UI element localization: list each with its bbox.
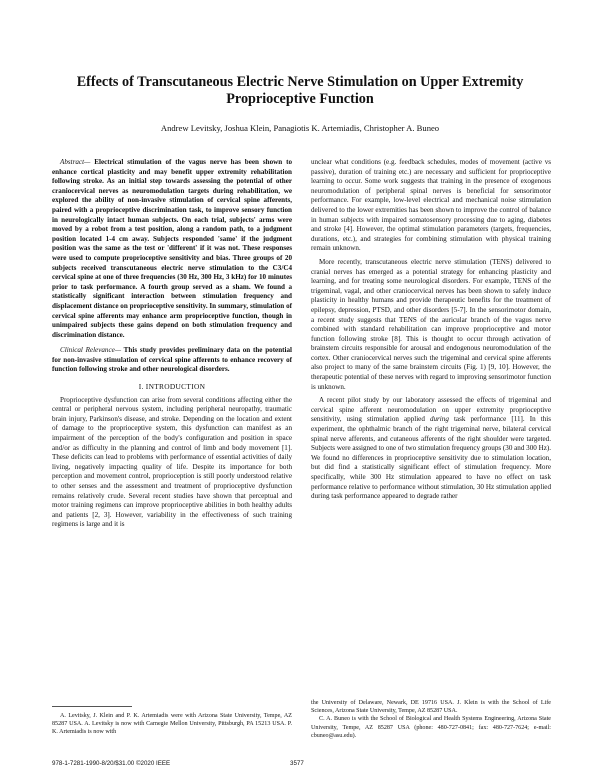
relevance-text: This study provides preliminary data on the potential for non-invasive stimulation of cervical spine afferents to enhance recovery of function following stroke and other neurological disorders. [52,346,292,374]
paper-title: Effects of Transcutaneous Electric Nerve Stimulation on Upper Extremity Proprioceptive Function [76,74,524,107]
clinical-relevance [52,346,292,375]
intro-paragraph-1: Proprioceptive dysfunction can arise from several conditions affecting either the central or peripheral nervous system, including peripheral neuropathy, traumatic brain injury, Parkinson's disease, and stroke. Depending on the location and extent of damage to the proprioceptive system, this dysfunction can manifest as an impairment of the perception of the body's configuration and position in space and/or as difficulty in the planning and control of limb and body movement [1]. These deficits can lead to problems with performance of essential activities of daily living, negatively impacting quality of life. Despite its importance for both perception and movement control, proprioception is still poorly understood relative to other senses and the assessment and treatment of proprioceptive dysfunction remains relatively crude. Several recent studies have shown that perceptual and motor training regimens can improve proprioceptive abilities in both healthy adults and patients [2, 3]. However, variability in the effectiveness of such training regimens is large and it is [52,395,292,529]
p3-part-b: task performance [11]. In this experiment, the ophthalmic branch of the right trigeminal nerve, bilateral cervical spinal nerve afferents, and cutaneous afferents of the right shoulder were targeted. Subjects were assigned to one of two stimulation frequency groups (30 and 300 Hz). We found no differences in proprioceptive sensitivity due to stimulation location, but did find a statistically significant effect of stimulation frequency. More specifically, while 300 Hz stimulation appeared to have no effect on task performance relative to performance without stimulation, 30 Hz stimulation applied during task performance appeared to degrade rather [311,415,551,501]
abstract-text: Electrical stimulation of the vagus nerve has been shown to enhance cortical plasticity and may benefit upper extremity rehabilitation following stroke. As an initial step towards assessing the potential of other craniocervical nerves as neuromodulation targets during rehabilitation, we explored the ability of non-invasive stimulation of cervical spine afferents, paired with a proprioceptive discrimination task, to improve sensory function in neurologically intact human subjects. On each trial, subjects' arms were moved by a robot from a test position, along a random path, to a judgment position located 1-4 cm away. Subjects responded 'same' if the judgment position was the same as the test or 'different' if it was not. These responses were used to compute proprioceptive sensitivity and bias. Three groups of 20 subjects received transcutaneous electric nerve stimulation to the C3/C4 cervical spine at one of three frequencies (30 Hz, 300 Hz, 3 kHz) for 10 minutes prior to task performance. A fourth group served as a sham. We found a statistically significant interaction between stimulation frequency and displacement distance on proprioceptive sensitivity. In summary, stimulation of cervical spine afferents may enhance arm proprioceptive function, though in unimpaired subjects these gains depend on both stimulation frequency and discrimination distance. [52,158,292,339]
relevance-lead: Clinical Relevance— [60,346,122,355]
footnote-left [52,712,292,737]
p3-part-a: A recent pilot study by our laboratory assessed the effects of trigeminal and cervical spine afferent neuromodulation on upper extremity proprioceptive sensitivity, using stimulation applied [311,396,551,424]
p3-emphasis: during [429,415,449,424]
footnote-rule [52,706,132,707]
right-paragraph-1: unclear what conditions (e.g. feedback schedules, modes of movement (active vs passive), duration of training etc.) are necessary and sufficient for proprioceptive learning to occur. Some work suggests that training in the presence of exogenous neuromodulation of peripheral spinal nerves is beneficial for sensorimotor performance. For example, low-level electrical and mechanical noise stimulation delivered to the lower extremities has been shown to improve the control of balance in human subjects with impaired somatosensory processing due to aging, diabetes and stroke [4]. However, the optimal stimulation parameters (targets, frequencies, durations, etc.), and strategies for combining stimulation with physical training remain unknown. [311,158,551,253]
right-paragraph-2: More recently, transcutaneous electric nerve stimulation (TENS) delivered to cranial nerves has emerged as a potential strategy for enhancing plasticity and learning, and for treating some neurological disorders. For example, TENS of the trigeminal, vagal, and other craniocervical nerves has been shown to safely induce plasticity in healthy humans and provide therapeutic benefits for the treatment of epilepsy, depression, PTSD, and other disorders [5-7]. In the sensorimotor domain, a recent study suggests that TENS of the auricular branch of the vagus nerve combined with standard rehabilitation can improve proprioceptive and motor function following stroke [8]. This is thought to occur through activation of brainstem circuits responsible for arousal and endogenous neuromodulation of the cortex. Other craniocervical nerves such the trigeminal and cervical spine afferents also project to many of the same brainstem circuits (Fig. 1) [9, 10]. However, the therapeutic potential of these nerves with regard to improving sensorimotor function is unknown. [311,257,551,391]
footnote-left-text: A. Levitsky, J. Klein and P. K. Artemiadis were with Arizona State University, Tempe, AZ 85287 USA. A. Levitsky is now with Carnegie Mellon University, Pittsburgh, PA 15213 USA. P. K. Artemiadis is now with [52,713,292,736]
page-number: 3577 [290,760,304,767]
footnote-right-text-2: C. A. Buneo is with the School of Biological and Health Systems Engineering, Arizona State University, Tempe, AZ 85287 USA (phone: 480-727-0841; fax: 480-727-7624; e-mail: cbuneo@asu.edu). [311,716,551,739]
footnote-right-text-1: the University of Delaware, Newark, DE 19716 USA. J. Klein is with the School of Life Sciences, Arizona State University, Tempe, AZ 85287 USA. [311,700,551,715]
author-list: Andrew Levitsky, Joshua Klein, Panagiotis K. Artemiadis, Christopher A. Buneo [160,123,440,133]
right-paragraph-3 [311,396,551,502]
section-heading: I. INTRODUCTION [138,382,206,392]
footer-isbn: 978-1-7281-1990-8/20/$31.00 ©2020 IEEE [52,760,171,767]
abstract [52,158,292,340]
abstract-lead: Abstract— [60,158,91,166]
left-column [52,158,292,530]
right-column [311,158,551,502]
footnote-right [311,699,551,740]
